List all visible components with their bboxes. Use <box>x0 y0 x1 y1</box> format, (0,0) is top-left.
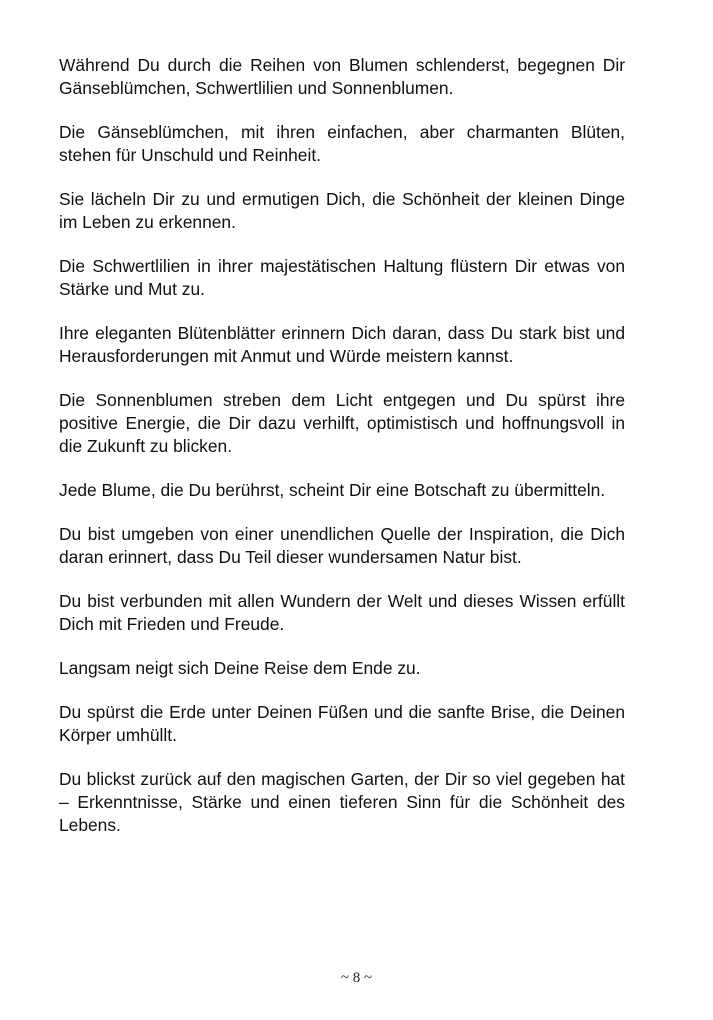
page-number: ~ 8 ~ <box>340 970 373 986</box>
paragraph-5: Ihre eleganten Blütenblätter erinnern Dich daran, dass Du stark bist und Herausforderungen mit Anmut und Würde meistern kannst. <box>59 323 625 366</box>
paragraph-7: Jede Blume, die Du berührst, scheint Dir eine Botschaft zu übermitteln. <box>59 480 606 500</box>
paragraph-1: Während Du durch die Reihen von Blumen schlenderst, begegnen Dir Gänseblümchen, Schwertlilien und Sonnenblumen. <box>59 55 625 98</box>
paragraph-8: Du bist umgeben von einer unendlichen Quelle der Inspiration, die Dich daran erinnert, dass Du Teil dieser wundersamen Natur bist. <box>59 524 625 567</box>
paragraph-6: Die Sonnenblumen streben dem Licht entgegen und Du spürst ihre positive Energie, die Dir dazu verhilft, optimistisch und hoffnungsvoll in die Zukunft zu blicken. <box>59 390 625 456</box>
paragraph-10: Langsam neigt sich Deine Reise dem Ende zu. <box>59 658 421 678</box>
page-body <box>59 54 625 858</box>
paragraph-4: Die Schwertlilien in ihrer majestätischen Haltung flüstern Dir etwas von Stärke und Mut zu. <box>59 256 625 299</box>
paragraph-11: Du spürst die Erde unter Deinen Füßen und die sanfte Brise, die Deinen Körper umhüllt. <box>59 702 625 745</box>
paragraph-3: Sie lächeln Dir zu und ermutigen Dich, die Schönheit der kleinen Dinge im Leben zu erkennen. <box>59 189 625 232</box>
paragraph-12: Du blickst zurück auf den magischen Garten, der Dir so viel gegeben hat – Erkenntnisse, Stärke und einen tieferen Sinn für die Schönheit des Lebens. <box>59 769 625 835</box>
paragraph-2: Die Gänseblümchen, mit ihren einfachen, aber charmanten Blüten, stehen für Unschuld und Reinheit. <box>59 122 625 165</box>
paragraph-9: Du bist verbunden mit allen Wundern der Welt und dieses Wissen erfüllt Dich mit Frieden und Freude. <box>59 591 625 634</box>
